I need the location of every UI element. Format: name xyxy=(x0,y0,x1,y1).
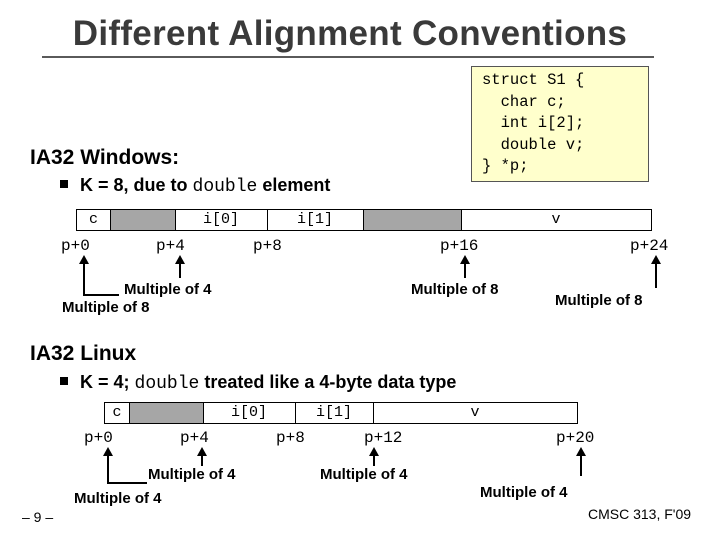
linux-multiple-label: Multiple of 4 xyxy=(74,490,162,507)
arrow-leader xyxy=(107,482,147,484)
windows-field-i0: i[0] xyxy=(202,211,239,228)
linux-address-p0: p+0 xyxy=(84,429,113,447)
linux-multiple-label: Multiple of 4 xyxy=(480,484,568,501)
linux-multiple-label: Multiple of 4 xyxy=(320,466,408,483)
arrow-shaft xyxy=(83,262,85,296)
bullet-square-icon xyxy=(60,180,68,188)
windows-address-p8: p+8 xyxy=(253,237,282,255)
windows-address-p0: p+0 xyxy=(61,237,90,255)
arrow-leader xyxy=(83,294,119,296)
linux-memory-layout xyxy=(104,402,578,424)
windows-field-v: v xyxy=(551,211,561,228)
arrow-shaft xyxy=(179,262,181,278)
linux-bullet xyxy=(60,372,456,394)
windows-address-p16: p+16 xyxy=(440,237,479,255)
windows-field-c: c xyxy=(88,211,98,228)
arrow-shaft xyxy=(655,262,657,288)
slide-title: Different Alignment Conventions xyxy=(72,14,628,53)
arrow-shaft xyxy=(464,262,466,278)
arrow-shaft xyxy=(201,454,203,466)
linux-field-v: v xyxy=(470,404,480,421)
windows-memory-layout xyxy=(76,209,652,231)
page-number: – 9 – xyxy=(22,509,54,525)
course-label: CMSC 313, F'09 xyxy=(588,506,692,522)
linux-bullet-prefix: K = 4; xyxy=(80,372,135,392)
linux-heading: IA32 Linux xyxy=(30,342,137,365)
windows-padding-1 xyxy=(110,210,175,230)
windows-divider xyxy=(110,210,111,230)
windows-multiple-label: Multiple of 8 xyxy=(555,292,643,309)
windows-multiple-label: Multiple of 8 xyxy=(62,299,150,316)
arrow-shaft xyxy=(373,454,375,466)
linux-field-i0: i[0] xyxy=(230,404,267,421)
windows-multiple-label: Multiple of 8 xyxy=(411,281,499,298)
linux-address-p20: p+20 xyxy=(556,429,595,447)
windows-field-i1: i[1] xyxy=(296,211,333,228)
windows-address-p4: p+4 xyxy=(156,237,185,255)
linux-padding-1 xyxy=(129,403,203,423)
linux-field-c: c xyxy=(112,404,122,421)
windows-padding-2 xyxy=(363,210,461,230)
bullet-square-icon xyxy=(60,377,68,385)
title-underline xyxy=(42,56,654,58)
linux-address-p4: p+4 xyxy=(180,429,209,447)
linux-divider xyxy=(129,403,130,423)
windows-bullet-suffix: element xyxy=(257,175,331,195)
windows-heading: IA32 Windows: xyxy=(30,146,180,169)
linux-bullet-code: double xyxy=(134,374,200,394)
linux-address-p12: p+12 xyxy=(364,429,403,447)
windows-bullet-prefix: K = 8, due to xyxy=(80,175,193,195)
windows-address-p24: p+24 xyxy=(630,237,669,255)
linux-field-i1: i[1] xyxy=(315,404,352,421)
arrow-shaft xyxy=(107,454,109,484)
windows-multiple-label: Multiple of 4 xyxy=(124,281,212,298)
windows-bullet xyxy=(60,175,330,197)
windows-divider xyxy=(363,210,364,230)
windows-bullet-code: double xyxy=(192,177,258,197)
linux-multiple-label: Multiple of 4 xyxy=(148,466,236,483)
struct-definition-box: struct S1 { char c; int i[2]; double v; } *p; xyxy=(471,66,649,182)
linux-bullet-suffix: treated like a 4-byte data type xyxy=(199,372,457,392)
linux-address-p8: p+8 xyxy=(276,429,305,447)
arrow-shaft xyxy=(580,454,582,476)
